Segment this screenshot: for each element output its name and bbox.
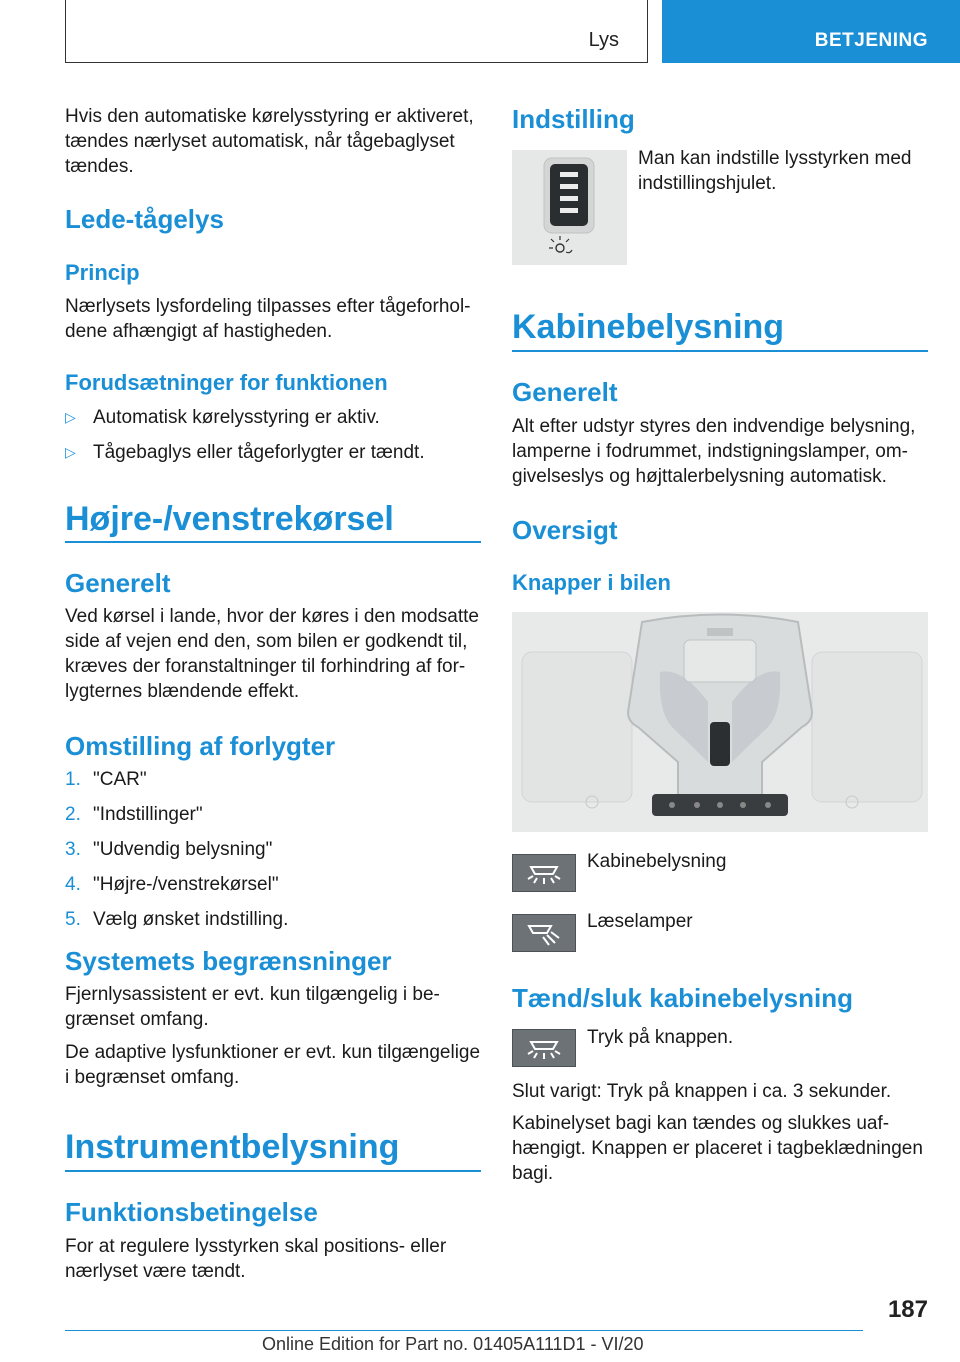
heading-switch-headlights: Omstilling af forlygter: [65, 731, 336, 761]
list-item: 4. "Højre-/venstrekørsel": [65, 874, 279, 895]
heading-princip: Princip: [65, 260, 140, 285]
heading-general: Generelt: [512, 377, 618, 407]
heading-function-condition: Funktionsbetingelse: [65, 1197, 318, 1227]
heading-overview: Oversigt: [512, 515, 618, 545]
icon-label-cabin: Kabinebelysning: [587, 851, 727, 872]
list-item: ▷ Tågebaglys eller tågeforlygter er tændt.: [65, 442, 425, 463]
heading-rule: [512, 350, 928, 352]
header-chapter-tab: BETJENING: [662, 0, 960, 63]
heading-conditions: Forudsætninger for funktionen: [65, 370, 388, 395]
page-number: 187: [887, 1296, 928, 1323]
heading-rule: [65, 1170, 481, 1172]
list-item: 3. "Udvendig belysning": [65, 839, 273, 860]
princip-paragraph: Nærlysets lysfordeling tilpasses efter tågeforhol-dene afhængigt af hastigheden.: [65, 296, 471, 342]
conditions-list: [65, 405, 481, 475]
intro-paragraph: Hvis den automatiske kørelysstyring er aktiveret, tændes nærlyset automatisk, når tågebaglyset tændes.: [65, 106, 474, 177]
footer-edition: Online Edition for Part no. 01405A111D1 - VI/20: [262, 1334, 644, 1354]
heading-system-limits: Systemets begrænsninger: [65, 946, 392, 976]
cabin-general-paragraph: Alt efter udstyr styres den indvendige belysning, lamperne i fodrummet, indstigningslamper, om-givelseslys og højttalerbelysning automatisk.: [512, 416, 916, 487]
roof-console-illustration: [512, 612, 928, 832]
triangle-bullet-icon: ▷: [65, 409, 76, 425]
toggle-instruction: Tryk på knappen.: [587, 1027, 734, 1048]
header-section-box: [65, 0, 648, 63]
heading-traffic-side: Højre-/venstrekørsel: [65, 500, 394, 538]
heading-cabin-lighting: Kabinebelysning: [512, 308, 785, 346]
toggle-paragraph-3: Kabinelyset bagi kan tændes og slukkes uaf-hængigt. Knappen er placeret i tagbeklædningen bagi.: [512, 1113, 923, 1184]
general-paragraph: Ved kørsel i lande, hvor der køres i den modsatte side af vejen end den, som bilen er godkendt til, kræves der foranstaltninger til forhindring af for-lygternes blændende effekt.: [65, 606, 479, 702]
heading-general: Generelt: [65, 568, 171, 598]
setting-paragraph: Man kan indstille lysstyrken med indstillingshjulet.: [638, 148, 912, 194]
toggle-paragraph-2: Slut varigt: Tryk på knappen i ca. 3 sekunder.: [512, 1081, 892, 1102]
list-item: 1. "CAR": [65, 769, 147, 790]
limits-paragraph-2: De adaptive lysfunktioner er evt. kun tilgængelige i begrænset omfang.: [65, 1042, 481, 1088]
condition-paragraph: For at regulere lysstyrken skal positions- eller nærlyset være tændt.: [65, 1236, 447, 1282]
thumbwheel-image: [512, 150, 627, 265]
list-item: 2. "Indstillinger": [65, 804, 203, 825]
heading-buttons-in-car: Knapper i bilen: [512, 570, 671, 595]
triangle-bullet-icon: ▷: [65, 444, 76, 460]
limits-paragraph-1: Fjernlysassistent er evt. kun tilgængelig i be-grænset omfang.: [65, 984, 440, 1030]
cabin-light-icon: [512, 1029, 576, 1067]
heading-instrument-lighting: Instrumentbelysning: [65, 1128, 400, 1166]
heading-setting: Indstilling: [512, 104, 635, 134]
heading-lede-fog: Lede-tågelys: [65, 204, 224, 234]
footer-rule: [65, 1330, 863, 1331]
list-item: ▷ Automatisk kørelysstyring er aktiv.: [65, 407, 380, 428]
roof-console-image: [512, 612, 928, 832]
steps-list: [65, 767, 481, 942]
list-item: 5. Vælg ønsket indstilling.: [65, 909, 289, 930]
header-section-title: Lys: [588, 29, 619, 51]
icon-label-reading: Læselamper: [587, 911, 693, 932]
cabin-light-icon: [512, 854, 576, 892]
thumbwheel-illustration: [512, 150, 627, 265]
heading-toggle-cabin-lighting: Tænd/sluk kabinebelysning: [512, 983, 853, 1013]
heading-rule: [65, 541, 481, 543]
reading-lamp-icon: [512, 914, 576, 952]
